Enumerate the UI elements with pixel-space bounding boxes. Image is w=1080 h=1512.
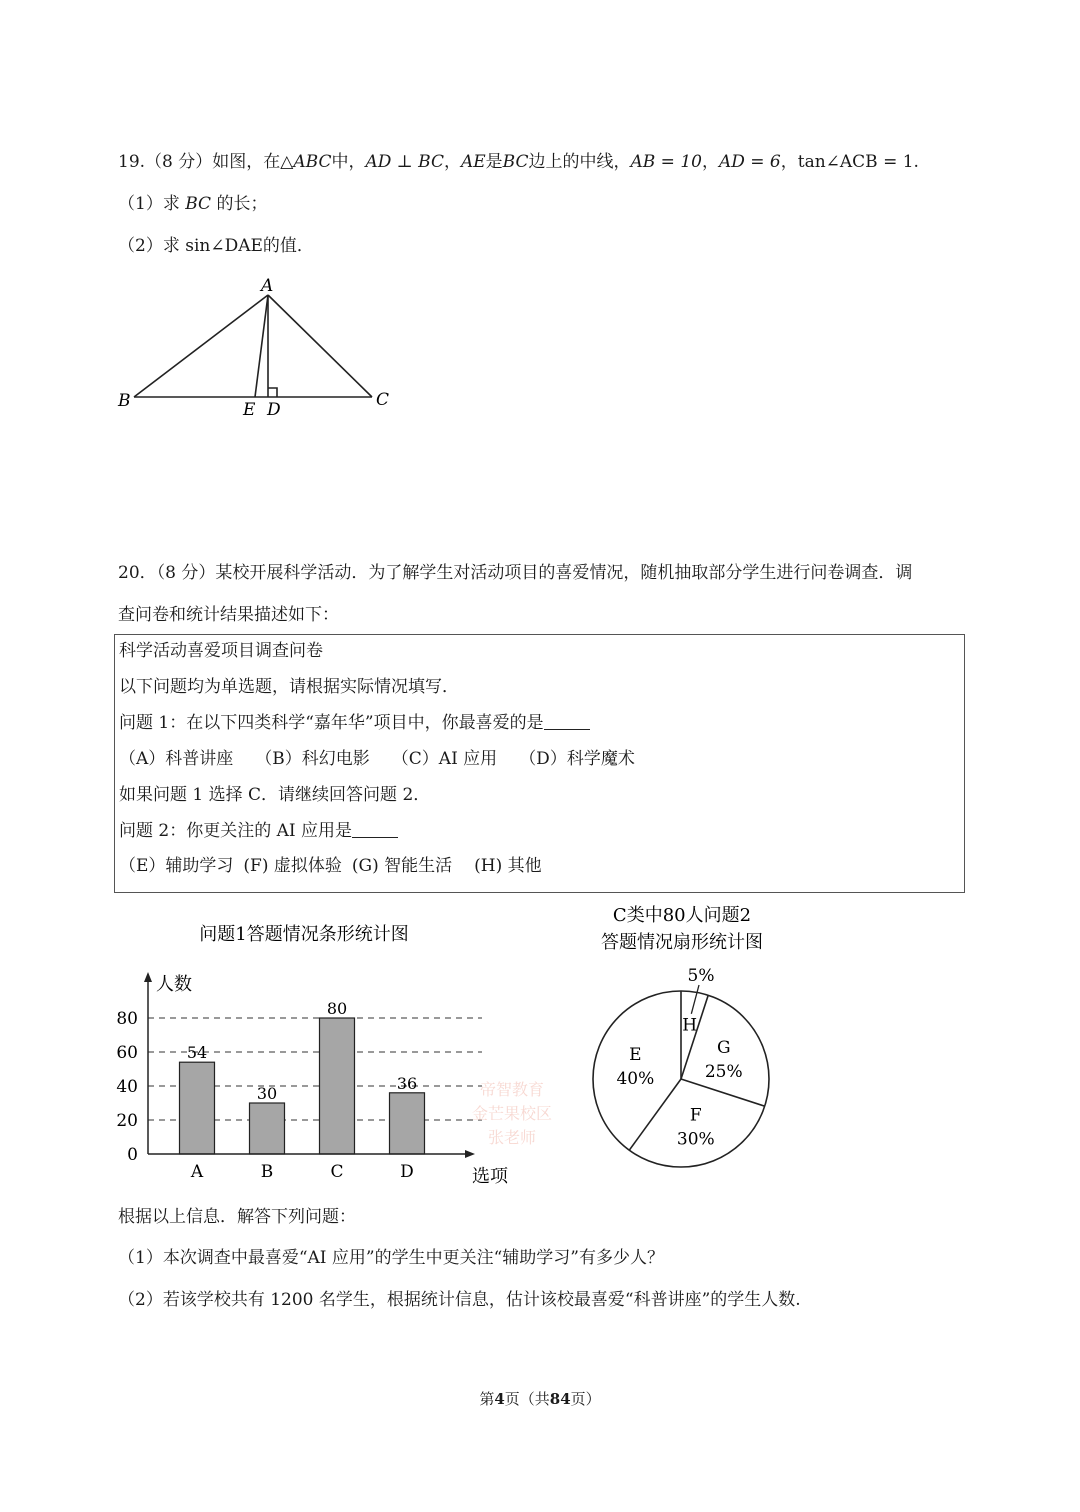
label-c: C bbox=[376, 390, 390, 410]
pie-slice-G-label: G bbox=[716, 1038, 731, 1059]
y-tick-label: 40 bbox=[116, 1077, 138, 1097]
q19-part2: （2）求 sin∠DAE的值． bbox=[118, 236, 314, 256]
x-tick-label: C bbox=[330, 1162, 344, 1182]
bar-value-label: 30 bbox=[256, 1084, 278, 1103]
q20-after: 根据以上信息．解答下列问题： bbox=[118, 1207, 356, 1227]
label-d: D bbox=[267, 400, 281, 420]
y-tick-label: 20 bbox=[116, 1111, 138, 1131]
right-angle-mark bbox=[268, 388, 277, 397]
answer-blank-2 bbox=[352, 821, 398, 838]
bar-value-label: 54 bbox=[186, 1043, 208, 1063]
side-ac bbox=[268, 295, 372, 397]
pie-slice-F-percent: 30% bbox=[676, 1129, 715, 1150]
y-axis-label: 人数 bbox=[156, 974, 192, 995]
survey-options-2 bbox=[119, 854, 564, 878]
q19-part1: （1）求 BC 的长； bbox=[118, 194, 268, 214]
option-d: （D）科学魔术 bbox=[519, 749, 635, 769]
pie-slice-H-percent: 5% bbox=[687, 966, 715, 986]
q20-stem-line1: 20．（8 分）某校开展科学活动．为了解学生对活动项目的喜爱情况，随机抽取部分学生进行问卷调查．调 bbox=[118, 563, 913, 583]
survey-question-1: 问题 1：在以下四类科学“嘉年华”项目中，你最喜爱的是 bbox=[119, 711, 590, 735]
survey-question-2: 问题 2：你更关注的 AI 应用是 bbox=[119, 819, 398, 843]
pie-chart bbox=[580, 898, 790, 1168]
x-axis-arrow bbox=[465, 1150, 475, 1158]
pie-slice-H-label: H bbox=[682, 1015, 698, 1036]
option-g: (G) 智能生活 bbox=[351, 856, 453, 876]
bar-chart-title: 问题1答题情况条形统计图 bbox=[199, 924, 409, 945]
triangle-figure bbox=[110, 275, 410, 425]
q19-stem: 19.（8 分）如图，在△ABC中，AD ⊥ BC，AE是BC边上的中线，AB = 10，AD = 6，tan∠ACB = 1. bbox=[118, 152, 919, 172]
q20-part1: （1）本次调查中最喜爱“AI 应用”的学生中更关注“辅助学习”有多少人？ bbox=[118, 1248, 664, 1268]
option-h: (H) 其他 bbox=[474, 856, 542, 876]
option-c: （C）AI 应用 bbox=[391, 749, 498, 769]
label-b: B bbox=[118, 391, 131, 411]
pie-slice-F-label: F bbox=[689, 1105, 702, 1126]
x-tick-label: D bbox=[400, 1162, 414, 1182]
answer-blank-1 bbox=[544, 713, 590, 730]
label-a: A bbox=[261, 276, 274, 296]
bar-value-label: 36 bbox=[396, 1073, 418, 1093]
q20-stem-line2: 查问卷和统计结果描述如下： bbox=[118, 605, 339, 625]
bar-C bbox=[320, 1018, 355, 1154]
pie-slice-E-percent: 40% bbox=[616, 1069, 655, 1090]
y-tick-label: 0 bbox=[127, 1145, 138, 1165]
survey-instruction: 以下问题均为单选题，请根据实际情况填写． bbox=[119, 677, 459, 697]
bar-B bbox=[250, 1103, 285, 1154]
pie-title-line2: 答题情况扇形统计图 bbox=[601, 932, 763, 953]
bar-value-label: 80 bbox=[326, 999, 348, 1018]
side-ab bbox=[134, 295, 268, 397]
x-tick-label: A bbox=[190, 1162, 204, 1182]
survey-options-1 bbox=[119, 747, 657, 771]
pie-slice-E-label: E bbox=[629, 1045, 642, 1066]
bar-D bbox=[390, 1093, 425, 1154]
pie-title-line1: C类中80人问题2 bbox=[612, 905, 752, 926]
option-a: （A）科普讲座 bbox=[119, 749, 234, 769]
y-axis-arrow bbox=[144, 972, 152, 982]
survey-condition: 如果问题 1 选择 C．请继续回答问题 2． bbox=[119, 785, 431, 805]
option-b: （B）科幻电影 bbox=[255, 749, 370, 769]
option-f: (F) 虚拟体验 bbox=[243, 856, 342, 876]
option-e: （E）辅助学习 bbox=[119, 856, 234, 876]
q20-part2: （2）若该学校共有 1200 名学生，根据统计信息，估计该校最喜爱“科普讲座”的学生人数. bbox=[118, 1290, 801, 1310]
x-tick-label: B bbox=[260, 1162, 274, 1182]
y-tick-label: 60 bbox=[116, 1043, 138, 1063]
bar-chart bbox=[110, 912, 530, 1197]
label-e: E bbox=[243, 400, 256, 420]
bar-A bbox=[180, 1062, 215, 1154]
pie-slice-G-percent: 25% bbox=[704, 1062, 743, 1083]
page-footer: 第4页（共84页） bbox=[479, 1390, 601, 1408]
watermark: 帝智教育 金芒果校区 张老师 bbox=[471, 1080, 552, 1147]
y-tick-label: 80 bbox=[116, 1009, 138, 1029]
segment-ae bbox=[255, 295, 268, 397]
survey-title: 科学活动喜爱项目调查问卷 bbox=[119, 641, 323, 661]
survey-box bbox=[114, 634, 965, 893]
x-axis-label: 选项 bbox=[472, 1166, 508, 1187]
